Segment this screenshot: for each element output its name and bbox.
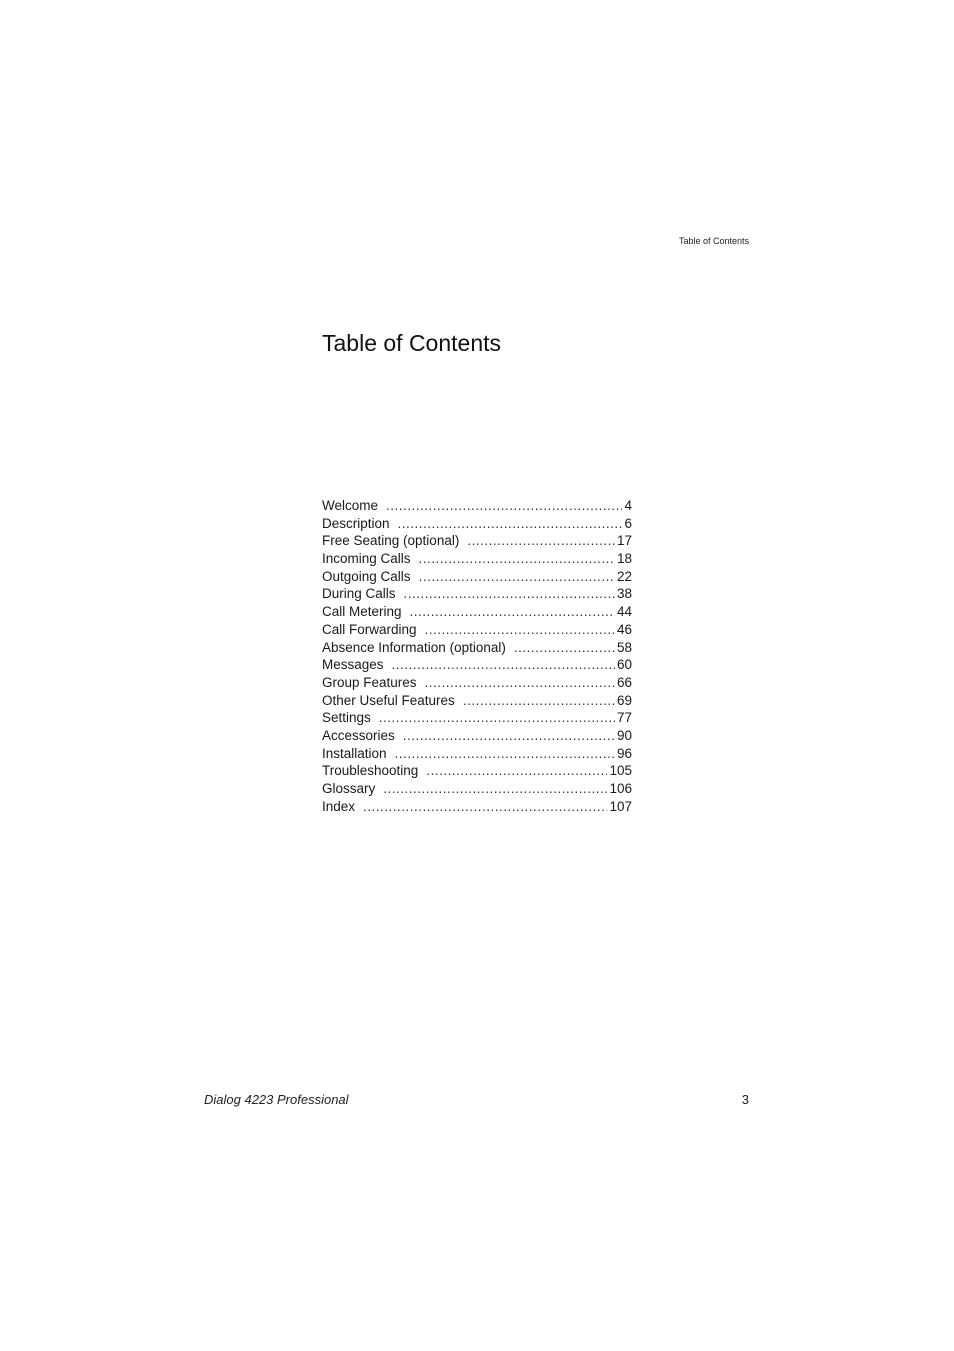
toc-entry[interactable] [322,603,632,621]
toc-entry-page: 22 [616,568,632,584]
toc-entry-label: Description [322,515,390,531]
toc-entry-label: Absence Information (optional) [322,639,506,655]
toc-entry-label: Troubleshooting [322,763,419,779]
toc-dot-leader [463,692,615,710]
toc-entry-label: Incoming Calls [322,551,411,567]
toc-entry[interactable] [322,780,632,798]
toc-entry[interactable] [322,515,632,533]
toc-entry-label: Settings [322,710,371,726]
toc-entry-label: Call Metering [322,604,402,620]
toc-dot-leader [383,780,607,798]
toc-entry-label: Messages [322,657,384,673]
toc-entry-page: 44 [616,604,632,620]
toc-entry-label: During Calls [322,586,396,602]
toc-entry-label: Free Seating (optional) [322,533,460,549]
toc-dot-leader [467,532,615,550]
toc-entry-page: 58 [616,639,632,655]
toc-dot-leader [419,568,615,586]
toc-entry[interactable] [322,585,632,603]
toc-entry-label: Installation [322,745,387,761]
toc-entry-page: 60 [616,657,632,673]
toc-entry[interactable] [322,497,632,515]
toc-entry[interactable] [322,568,632,586]
toc-dot-leader [398,515,623,533]
footer-document-name: Dialog 4223 Professional [204,1092,349,1107]
toc-entry[interactable] [322,621,632,639]
toc-entry-label: Welcome [322,498,379,513]
running-header: Table of Contents [678,236,749,246]
toc-entry-label: Glossary [322,781,376,796]
toc-entry[interactable] [322,639,632,657]
toc-entry-page: 4 [624,498,632,513]
toc-dot-leader [425,674,615,692]
toc-entry-page: 46 [616,621,632,637]
toc-dot-leader [404,585,615,603]
toc-entry[interactable] [322,745,632,763]
toc-entry[interactable] [322,762,632,780]
toc-entry[interactable] [322,532,632,550]
table-of-contents [322,497,632,815]
toc-entry-page: 38 [616,586,632,602]
toc-entry-label: Group Features [322,674,417,690]
toc-entry-page: 106 [609,781,632,796]
toc-entry-page: 96 [616,745,632,761]
toc-entry-page: 107 [609,798,632,814]
toc-dot-leader [395,745,615,763]
toc-entry-label: Call Forwarding [322,621,417,637]
toc-dot-leader [419,550,615,568]
page-title: Table of Contents [322,330,502,356]
toc-entry[interactable] [322,798,632,816]
toc-entry-page: 90 [616,727,632,743]
toc-entry[interactable] [322,709,632,727]
toc-dot-leader [426,762,607,780]
toc-entry-page: 66 [616,674,632,690]
footer-page-number: 3 [741,1092,749,1107]
toc-dot-leader [514,639,615,657]
toc-entry[interactable] [322,727,632,745]
toc-entry-label: Other Useful Features [322,692,455,708]
toc-entry-label: Index [322,798,356,814]
toc-entry[interactable] [322,692,632,710]
toc-entry-label: Outgoing Calls [322,568,411,584]
toc-entry-page: 105 [609,763,632,779]
toc-entry-page: 17 [616,533,632,549]
toc-dot-leader [379,709,615,727]
toc-entry-label: Accessories [322,727,395,743]
toc-dot-leader [386,497,622,515]
toc-entry-page: 18 [616,551,632,567]
toc-dot-leader [392,656,615,674]
toc-dot-leader [410,603,615,621]
toc-entry-page: 69 [616,692,632,708]
toc-dot-leader [425,621,615,639]
toc-entry[interactable] [322,674,632,692]
toc-entry[interactable] [322,656,632,674]
toc-entry-page: 6 [624,515,632,531]
toc-dot-leader [363,798,607,816]
toc-entry-page: 77 [616,710,632,726]
toc-entry[interactable] [322,550,632,568]
toc-dot-leader [403,727,615,745]
